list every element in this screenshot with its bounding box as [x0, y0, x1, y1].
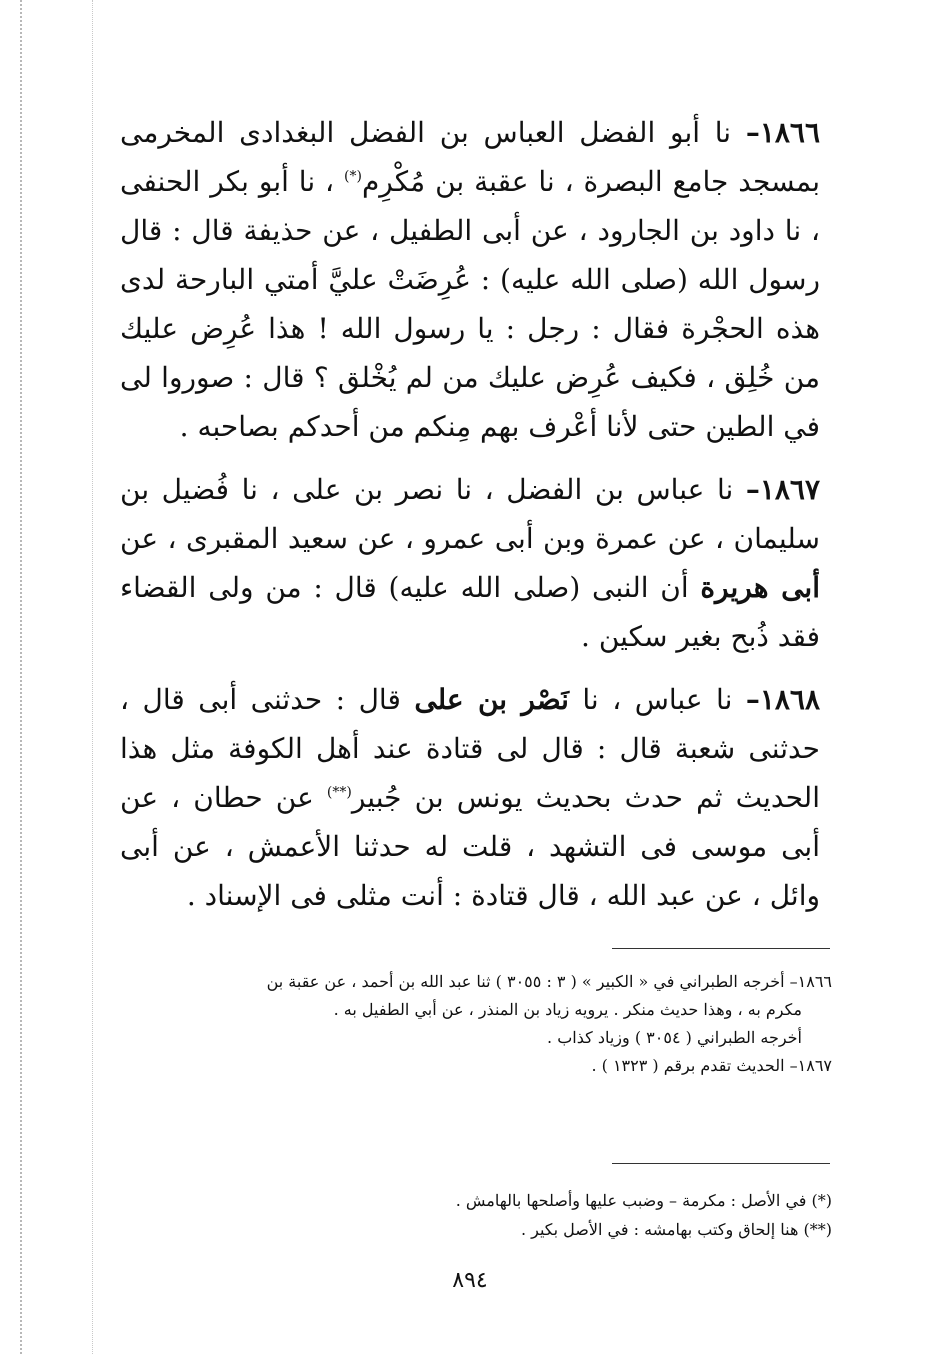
hadith-1866	[120, 108, 820, 451]
hadith-text: نا عباس ، نا	[568, 683, 746, 716]
narrator-name: أبى هريرة	[700, 571, 820, 604]
footnote-1866-line-1: ١٨٦٦– أخرجه الطبراني في « الكبير » ( ٣ : ٣٠٥٥ ) ثنا عبد الله بن أحمد ، عن عقبة بن	[266, 972, 832, 991]
hadith-number: ١٨٦٨	[759, 683, 820, 716]
margin-note-separator	[612, 1163, 830, 1164]
hadith-number: ١٨٦٦	[759, 116, 820, 149]
hadith-1867	[120, 465, 820, 661]
margin-notes	[300, 1186, 832, 1244]
hadith-text: نا أبو الفضل العباس بن الفضل البغدادى المخرمى بمسجد جامع البصرة ، نا عقبة بن مُكْرِم	[120, 116, 820, 198]
hadith-dash: –	[745, 116, 760, 149]
hadith-number: ١٨٦٧	[759, 473, 820, 506]
reference-mark: (**)	[326, 784, 352, 801]
hadith-text: أن النبى (صلى الله عليه) قال : من ولى القضاء فقد ذُبح بغير سكين .	[120, 571, 820, 653]
footnotes	[120, 968, 832, 1080]
reference-mark: (*)	[344, 168, 362, 185]
footnote-1866-line-3: أخرجه الطبراني ( ٣٠٥٤ ) وزياد كذاب .	[547, 1028, 802, 1047]
hadith-text: عن حطان ، عن أبى موسى فى التشهد ، قلت له حدثنا الأعمش ، عن أبى وائل ، عن عبد الله ، قال قتادة : أنت مثلى فى الإسناد .	[120, 781, 820, 912]
footnote-1866-line-2: مكرم به ، وهذا حديث منكر . يرويه زياد بن المنذر ، عن أبي الطفيل به .	[333, 1000, 802, 1019]
margin-note-1: (*) في الأصل : مكرمة – وضبب عليها وأصلحها بالهامش .	[455, 1191, 832, 1210]
hadith-dash: –	[745, 473, 760, 506]
footnote-separator	[612, 948, 830, 949]
hadith-text: نا عباس بن الفضل ، نا نصر بن على ، نا فُضيل بن سليمان ، عن عمرة وبن أبى عمرو ، عن سعيد المقبرى ، عن	[120, 473, 820, 555]
margin-note-2: (**) هنا إلحاق وكتب بهامشه : في الأصل بكير .	[520, 1220, 832, 1239]
hadith-text: ، نا أبو بكر الحنفى ، نا داود بن الجارود ، عن أبى الطفيل ، عن حذيفة قال : قال رسول الله (صلى الله عليه) : عُرِضَتْ عليَّ أمتي البارحة لدى هذه الحجْرة فقال : رجل : يا رسول الله ! هذا عُرِض عليك من خُلِق ، فكيف عُرِض عليك من لم يُخْلق ؟ قال : صوروا لى في الطين حتى لأنا أعْرف بهم مِنكم من أحدكم بصاحبه .	[120, 165, 820, 443]
narrator-name: نَصْر بن على	[414, 683, 569, 716]
page-number: ٨٩٤	[452, 1268, 488, 1293]
footnote-1867: ١٨٦٧– الحديث تقدم برقم ( ١٣٢٣ ) .	[591, 1056, 832, 1075]
main-text	[120, 108, 820, 920]
hadith-1868	[120, 675, 820, 920]
hadith-dash: –	[745, 683, 760, 716]
hadith-text: قال : حدثنى أبى قال ، حدثنى شعبة قال : قال لى قتادة عند أهل الكوفة مثل هذا الحديث ثم حدث بحديث يونس بن جُبير	[120, 683, 820, 814]
